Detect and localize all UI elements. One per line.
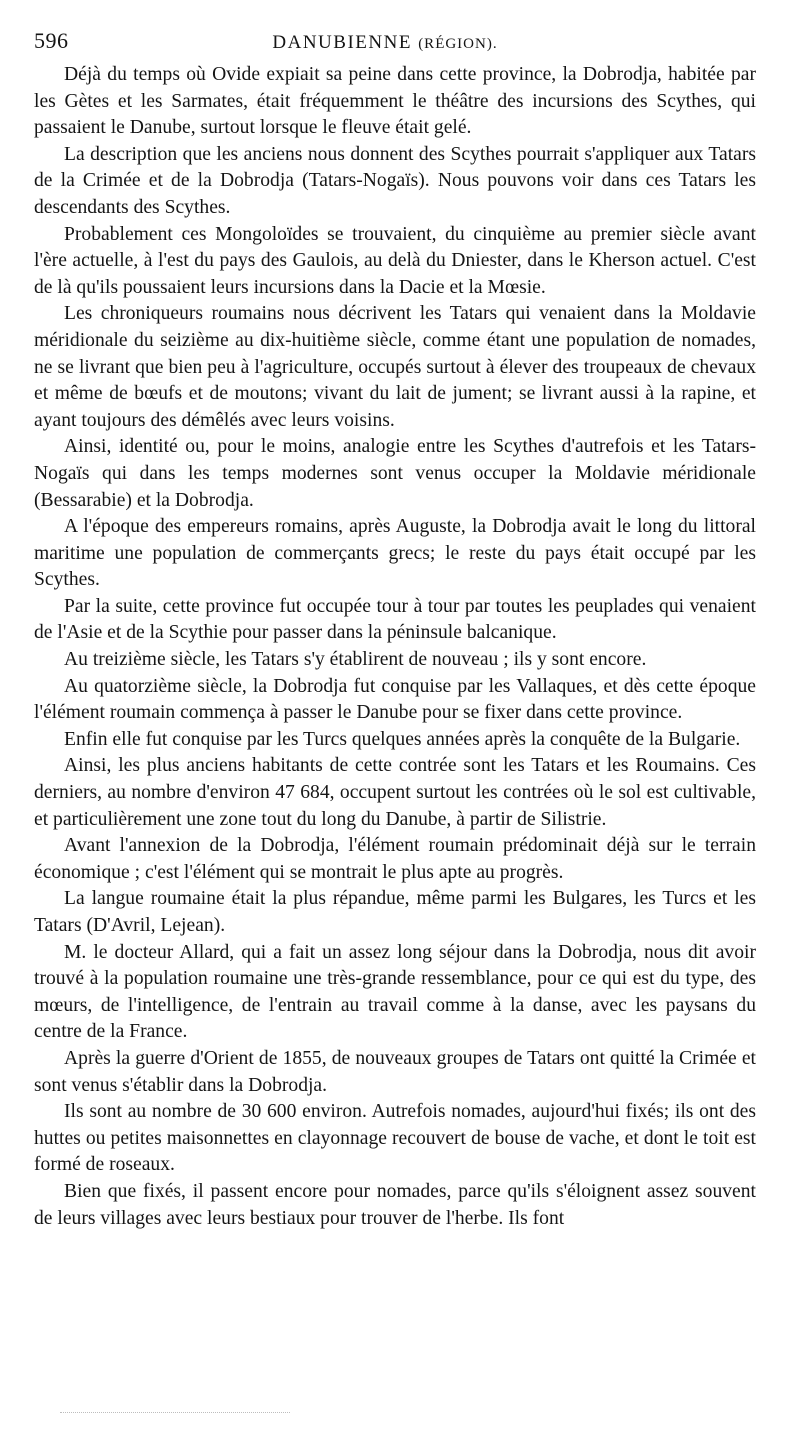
footer-divider	[60, 1412, 290, 1419]
paragraph: Probablement ces Mongoloïdes se trouvaient, du cinquième au premier siècle avant l'ère actuelle, à l'est du pays des Gaulois, au delà du Dniester, dans le Kherson actuel. C'est de là qu'ils poussaient leurs incursions dans la Dacie et la Mœsie.	[34, 223, 756, 298]
body-text	[34, 62, 756, 1232]
paragraph: La description que les anciens nous donnent des Scythes pourrait s'appliquer aux Tatars de la Crimée et de la Dobrodja (Tatars-Nogaïs). Nous pouvons voir dans ces Tatars les descendants des Scythes.	[34, 143, 756, 218]
running-header	[34, 28, 756, 62]
paragraph: Déjà du temps où Ovide expiait sa peine dans cette province, la Dobrodja, habitée par les Gètes et les Sarmates, était fréquemment le théâtre des incursions des Scythes, qui passaient le Danube, surtout lorsque le fleuve était gelé.	[34, 64, 756, 139]
paragraph: Ainsi, identité ou, pour le moins, analogie entre les Scythes d'autrefois et les Tatars-Nogaïs qui dans les temps modernes sont venus occuper la Moldavie méridionale (Bessarabie) et la Dobrodja.	[34, 436, 756, 511]
paragraph: Ainsi, les plus anciens habitants de cette contrée sont les Tatars et les Roumains. Ces derniers, au nombre d'environ 47 684, occupent surtout les contrées où le sol est cultivable, et particulièrement une zone tout du long du Danube, à partir de Silistrie.	[34, 755, 756, 830]
paragraph: Bien que fixés, il passent encore pour nomades, parce qu'ils s'éloignent assez souvent de leurs villages avec leurs bestiaux pour trouver de l'herbe. Ils font	[34, 1180, 756, 1229]
paragraph: Au quatorzième siècle, la Dobrodja fut conquise par les Vallaques, et dès cette époque l'élément roumain commença à passer le Danube pour se fixer dans cette province.	[34, 675, 756, 724]
paragraph: Enfin elle fut conquise par les Turcs quelques années après la conquête de la Bulgarie.	[64, 728, 741, 750]
paragraph: Au treizième siècle, les Tatars s'y établirent de nouveau ; ils y sont encore.	[64, 649, 647, 671]
paragraph: A l'époque des empereurs romains, après Auguste, la Dobrodja avait le long du littoral maritime une population de commerçants grecs; le reste du pays était occupé par les Scythes.	[34, 516, 756, 591]
paragraph: Les chroniqueurs roumains nous décrivent les Tatars qui venaient dans la Moldavie méridionale du seizième au dix-huitième siècle, comme étant une population de nomades, ne se livrant que bien peu à l'agriculture, occupés surtout à élever des troupeaux de chevaux et même de bœufs et de moutons; vivant du lait de jument; se livrant aussi à la rapine, et ayant toujours des démêlés avec leurs voisins.	[34, 303, 756, 431]
paragraph: Par la suite, cette province fut occupée tour à tour par toutes les peuplades qui venaient de l'Asie et de la Scythie pour passer dans la péninsule balcanique.	[34, 595, 756, 644]
title-region: (RÉGION).	[418, 36, 498, 52]
title-main: DANUBIENNE	[272, 32, 412, 53]
paragraph: M. le docteur Allard, qui a fait un assez long séjour dans la Dobrodja, nous dit avoir trouvé à la population roumaine une très-grande ressemblance, pour ce qui est du type, des mœurs, de l'intelligence, de l'entrain au travail comme à la danse, avec les paysans du centre de la France.	[34, 941, 756, 1043]
paragraph: Avant l'annexion de la Dobrodja, l'élément roumain prédominait déjà sur le terrain économique ; c'est l'élément qui se montrait le plus apte au progrès.	[34, 835, 756, 883]
page-number: 596	[34, 28, 69, 53]
paragraph: Après la guerre d'Orient de 1855, de nouveaux groupes de Tatars ont quitté la Crimée et sont venus s'établir dans la Dobrodja.	[34, 1047, 756, 1096]
paragraph: La langue roumaine était la plus répandue, même parmi les Bulgares, les Turcs et les Tatars (D'Avril, Lejean).	[34, 888, 756, 936]
page-title	[104, 32, 666, 54]
paragraph: Ils sont au nombre de 30 600 environ. Autrefois nomades, aujourd'hui fixés; ils ont des huttes ou petites maisonnettes en clayonnage recouvert de bouse de vache, et dont le toit est formé de roseaux.	[34, 1101, 756, 1176]
